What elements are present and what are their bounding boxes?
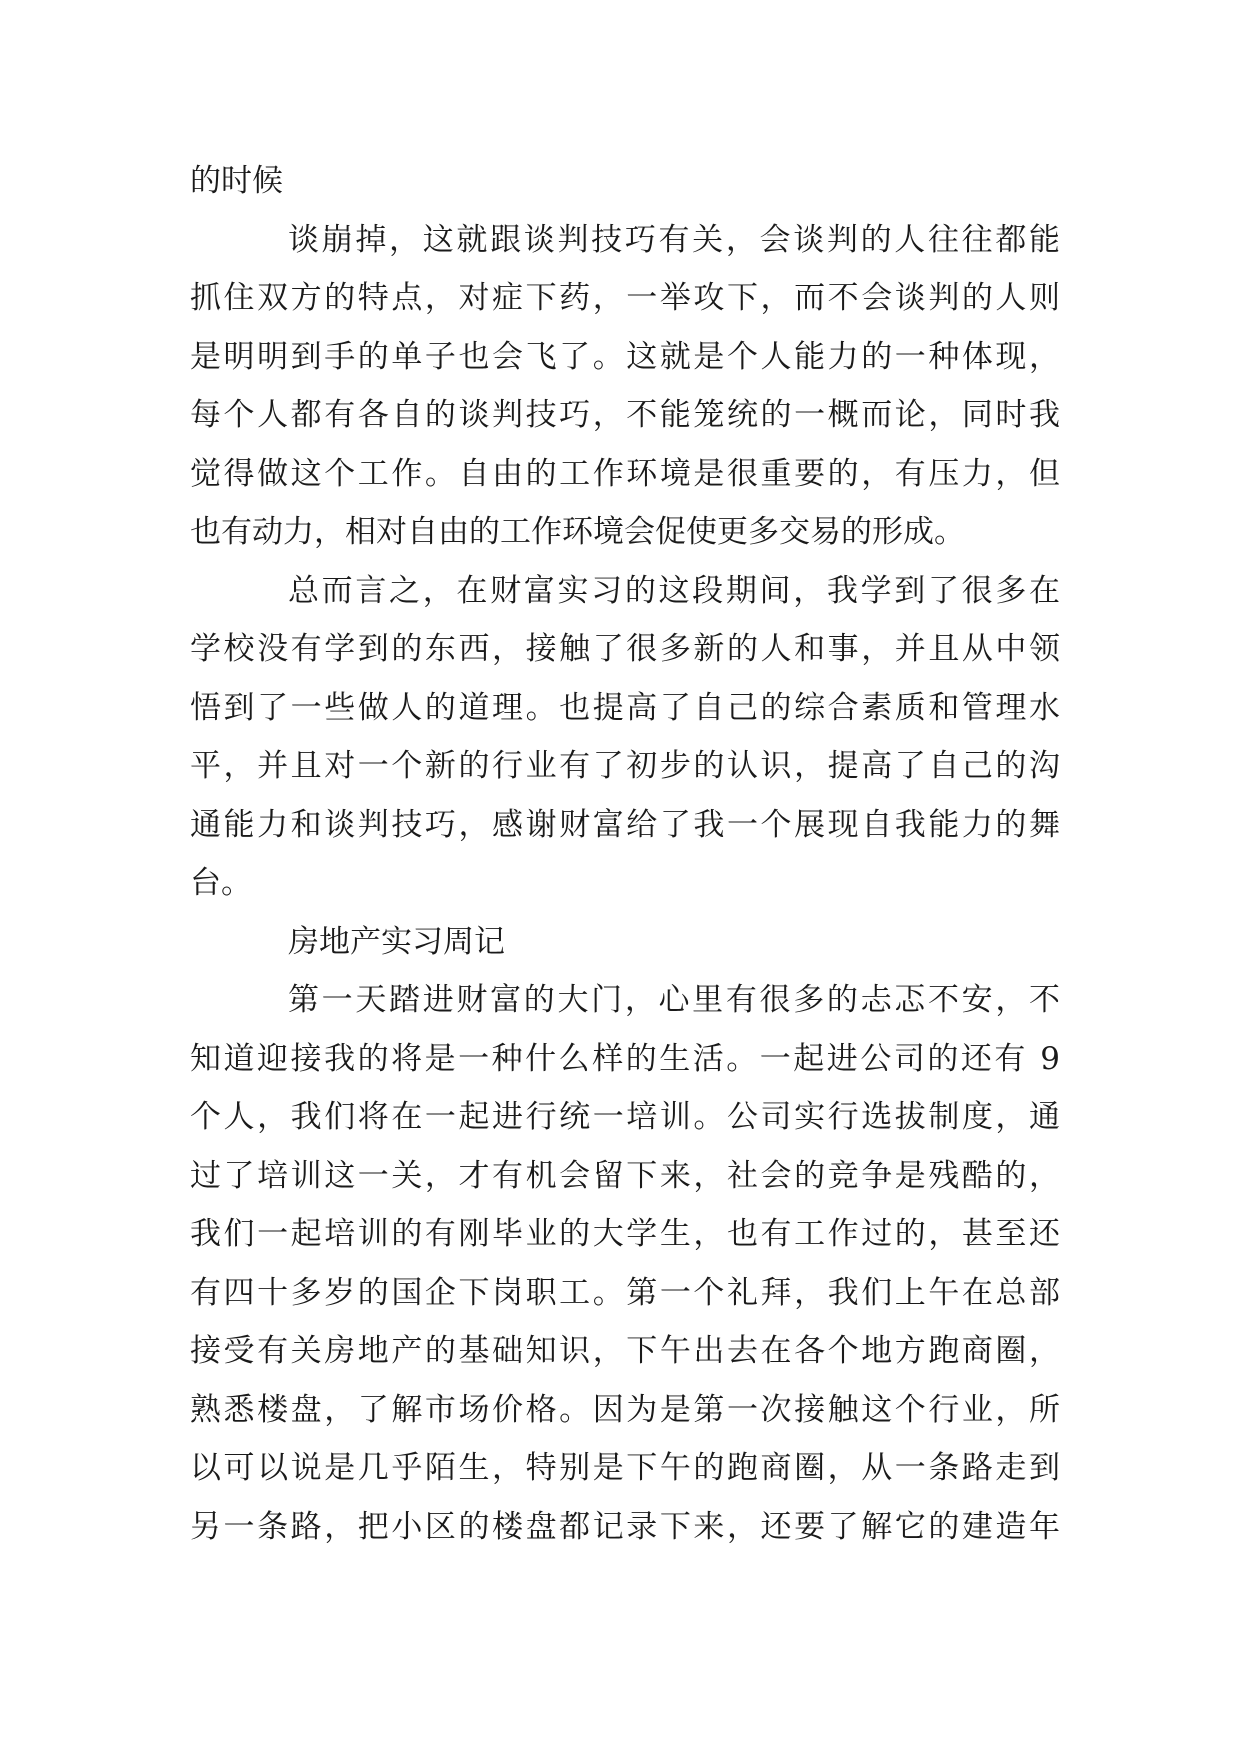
- text-line: 通能力和谈判技巧，感谢财富给了我一个展现自我能力的舞: [190, 806, 1060, 843]
- text-line: 学校没有学到的东西，接触了很多新的人和事，并且从中领: [190, 631, 1060, 667]
- text-line: 过了培训这一关，才有机会留下来，社会的竞争是残酷的，: [190, 1157, 1060, 1194]
- text-line: 以可以说是几乎陌生，特别是下午的跑商圈，从一条路走到: [190, 1450, 1060, 1486]
- text-line: 熟悉楼盘，了解市场价格。因为是第一次接触这个行业，所: [190, 1391, 1060, 1428]
- text-line: 平，并且对一个新的行业有了初步的认识，提高了自己的沟: [190, 748, 1060, 784]
- text-line: 觉得做这个工作。自由的工作环境是很重要的，有压力，但: [190, 455, 1060, 492]
- text-line: 个人，我们将在一起进行统一培训。公司实行选拔制度，通: [190, 1099, 1060, 1135]
- paragraph-first-line: 谈崩掉，这就跟谈判技巧有关，会谈判的人往往都能: [288, 221, 1060, 258]
- text-line: 也有动力，相对自由的工作环境会促使更多交易的形成。: [190, 514, 965, 550]
- text-line: 每个人都有各自的谈判技巧，不能笼统的一概而论，同时我: [190, 397, 1060, 433]
- section-heading: 房地产实习周记: [288, 923, 505, 960]
- paragraph-first-line: 第一天踏进财富的大门，心里有很多的忐忑不安，不: [288, 982, 1060, 1018]
- text-line: 悟到了一些做人的道理。也提高了自己的综合素质和管理水: [190, 689, 1060, 726]
- body-text: [190, 152, 1060, 1556]
- text-line: 另一条路，把小区的楼盘都记录下来，还要了解它的建造年: [190, 1508, 1060, 1545]
- paragraph-first-line: 总而言之，在财富实习的这段期间，我学到了很多在: [288, 572, 1060, 609]
- text-line: 的时候: [190, 163, 283, 199]
- text-line: 知道迎接我的将是一种什么样的生活。一起进公司的还有 9: [190, 1040, 1060, 1077]
- text-line: 有四十多岁的国企下岗职工。第一个礼拜，我们上午在总部: [190, 1274, 1060, 1311]
- text-line: 抓住双方的特点，对症下药，一举攻下，而不会谈判的人则: [190, 280, 1060, 316]
- text-line: 台。: [190, 865, 252, 901]
- text-line: 是明明到手的单子也会飞了。这就是个人能力的一种体现，: [190, 338, 1060, 375]
- text-line: 接受有关房地产的基础知识，下午出去在各个地方跑商圈，: [190, 1333, 1060, 1369]
- text-line: 我们一起培训的有刚毕业的大学生，也有工作过的，甚至还: [190, 1216, 1060, 1252]
